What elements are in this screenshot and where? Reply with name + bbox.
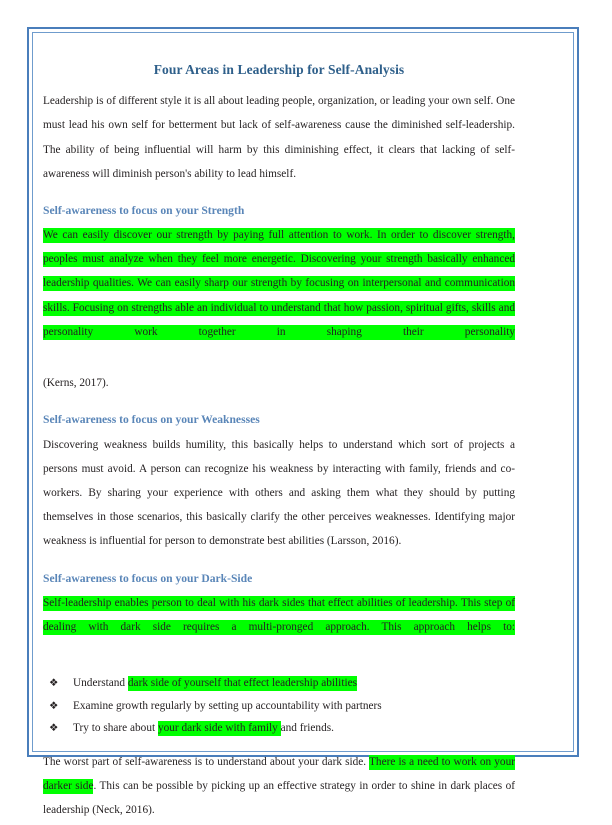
list-item-text-plain: Understand [73, 677, 128, 690]
strength-citation: (Kerns, 2017). [43, 377, 109, 390]
diamond-bullet-icon: ❖ [49, 722, 59, 735]
dark-side-bullet-list [43, 672, 515, 740]
list-item-text-tail: and friends. [280, 722, 334, 735]
intro-paragraph: Leadership is of different style it is all about leading people, organization, or leading your own self. One must lead his own self for betterment but lack of self-awareness cause the diminished self-leadership. The ability of being influential will harm by this diminishing effect, it clears that lacking of self-awareness will diminish person's ability to lead himself. [43, 95, 515, 180]
closing-text-before: The worst part of self-awareness is to understand about your dark side. [43, 755, 370, 768]
dark-side-highlighted-paragraph [43, 591, 515, 664]
weaknesses-paragraph: Discovering weakness builds humility, this basically helps to understand which sort of projects a persons must avoid. A person can recognize his weakness by interacting with family, friends and co-workers. By sharing your experience with others and asking them what they should by putting themselves in those scenarios, this basically clarify the other perceives weaknesses. Identifying major weakness is influential for person to demonstrate best abilities (Larsson, 2016). [43, 438, 515, 548]
diamond-bullet-icon: ❖ [49, 677, 59, 690]
section-heading-weaknesses: Self-awareness to focus on your Weaknesses [43, 413, 260, 427]
highlight-dark-side: Self-leadership enables person to deal with his dark sides that effect abilities of leadership. This step of dealing with dark side requires a multi-pronged approach. This approach helps to: [43, 596, 515, 633]
list-item-text-plain: Examine growth regularly by setting up accountability with partners [73, 699, 382, 712]
list-item [43, 717, 515, 740]
highlight-closing: There is a need to work on your darker side [43, 755, 515, 792]
section-heading-dark-side: Self-awareness to focus on your Dark-Side [43, 571, 253, 585]
list-item-text-plain: Try to share about [73, 722, 158, 735]
highlight-bullet-3: your dark side with family [157, 722, 281, 735]
closing-paragraph [43, 750, 515, 823]
page-title: Four Areas in Leadership for Self-Analysis [153, 62, 405, 77]
section-heading-strength: Self-awareness to focus on your Strength [43, 204, 245, 217]
highlight-strength: We can easily discover our strength by paying full attention to work. In order to discover strength, peoples must analyze when they feel more energetic. Discovering your strength basically enhanced leadership qualities. We can easily sharp our strength by focusing on interpersonal and communication skills. Focusing on strengths able an individual to understand that how passion, spiritual gifts, skills and personality work together in shaping their personality [43, 229, 515, 338]
list-item [43, 695, 515, 718]
document-content [43, 62, 515, 825]
list-item [43, 672, 515, 695]
closing-text-after: . This can be possible by picking up an effective strategy in order to shine in dark places of leadership (Neck, 2016). [43, 779, 515, 817]
strength-highlighted-paragraph [43, 223, 515, 368]
highlight-bullet-1: dark side of yourself that effect leadership abilities [127, 677, 358, 690]
diamond-bullet-icon: ❖ [49, 699, 59, 712]
